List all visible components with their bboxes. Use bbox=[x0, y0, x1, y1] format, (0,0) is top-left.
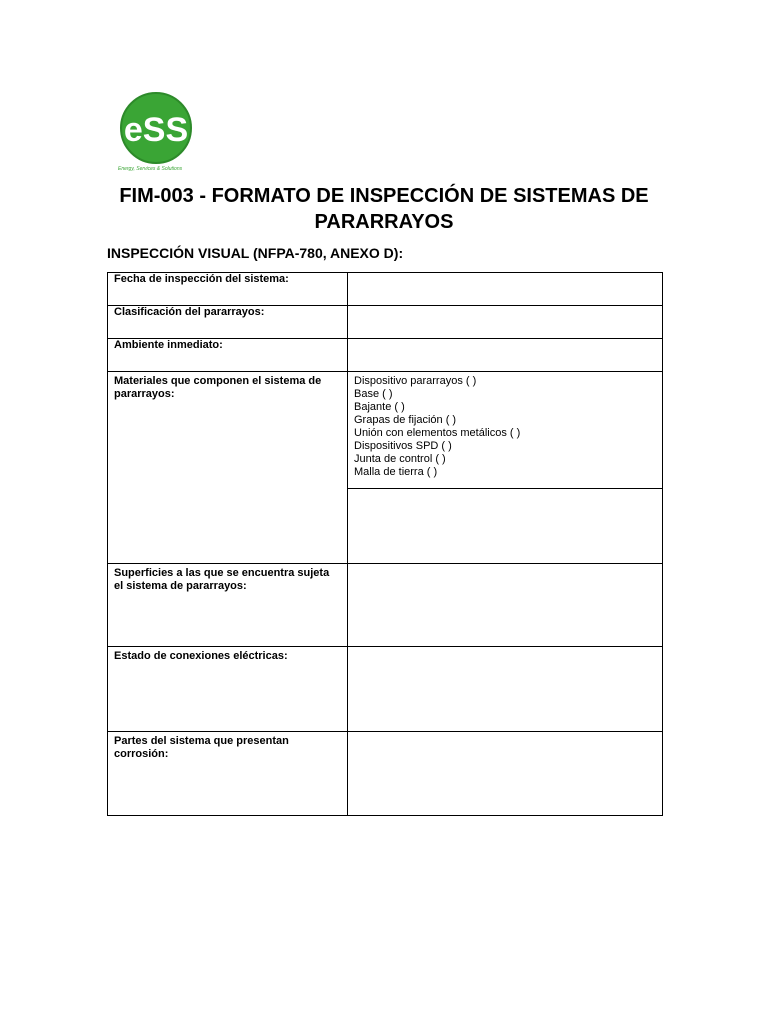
clasificacion-label: Clasificación del pararrayos: bbox=[108, 306, 348, 339]
title-line-1: FIM-003 - FORMATO DE INSPECCIÓN DE SISTEMAS DE bbox=[119, 185, 649, 207]
title-line-2: PARARRAYOS bbox=[314, 211, 454, 233]
ambiente-label: Ambiente inmediato: bbox=[108, 339, 348, 372]
logo-tagline: Energy, Services & Solutions bbox=[118, 166, 183, 172]
fecha-value-cell[interactable] bbox=[348, 273, 663, 306]
document-title bbox=[100, 183, 668, 235]
corrosion-value-cell[interactable] bbox=[348, 732, 663, 816]
table-row bbox=[108, 647, 663, 732]
option-malla-tierra[interactable]: Malla de tierra ( ) bbox=[354, 466, 438, 478]
table-row bbox=[108, 273, 663, 306]
conexiones-label: Estado de conexiones eléctricas: bbox=[114, 650, 288, 662]
svg-text:eSS: eSS bbox=[123, 111, 189, 149]
materiales-options-cell bbox=[348, 372, 663, 489]
option-junta-control[interactable]: Junta de control ( ) bbox=[354, 453, 446, 465]
option-bajante[interactable]: Bajante ( ) bbox=[354, 401, 405, 413]
option-dispositivo-pararrayos[interactable]: Dispositivo pararrayos ( ) bbox=[354, 375, 477, 387]
superficies-label-cell bbox=[108, 564, 348, 647]
materiales-notes-cell[interactable] bbox=[348, 489, 663, 564]
option-union-elementos-metalicos[interactable]: Unión con elementos metálicos ( ) bbox=[354, 427, 521, 439]
table-row bbox=[108, 372, 663, 489]
option-base[interactable]: Base ( ) bbox=[354, 388, 393, 400]
conexiones-value-cell[interactable] bbox=[348, 647, 663, 732]
superficies-value-cell[interactable] bbox=[348, 564, 663, 647]
table-row bbox=[108, 732, 663, 816]
option-grapas-fijacion[interactable]: Grapas de fijación ( ) bbox=[354, 414, 457, 426]
inspection-form-table bbox=[107, 272, 663, 816]
table-row bbox=[108, 306, 663, 339]
materiales-label: Materiales que componen el sistema de pararrayos: bbox=[114, 375, 322, 400]
table-row bbox=[108, 564, 663, 647]
ambiente-value-cell[interactable] bbox=[348, 339, 663, 372]
fecha-label: Fecha de inspección del sistema: bbox=[108, 273, 348, 306]
conexiones-label-cell bbox=[108, 647, 348, 732]
option-dispositivos-spd[interactable]: Dispositivos SPD ( ) bbox=[354, 440, 452, 452]
table-row bbox=[108, 339, 663, 372]
section-title: INSPECCIÓN VISUAL (NFPA-780, ANEXO D): bbox=[107, 245, 404, 261]
materiales-label-cell bbox=[108, 372, 348, 564]
clasificacion-value-cell[interactable] bbox=[348, 306, 663, 339]
materiales-options-list bbox=[354, 372, 656, 479]
company-logo bbox=[110, 92, 200, 176]
corrosion-label-cell bbox=[108, 732, 348, 816]
corrosion-label: Partes del sistema que presentan corrosión: bbox=[114, 735, 289, 760]
superficies-label: Superficies a las que se encuentra sujeta el sistema de pararrayos: bbox=[114, 567, 330, 592]
